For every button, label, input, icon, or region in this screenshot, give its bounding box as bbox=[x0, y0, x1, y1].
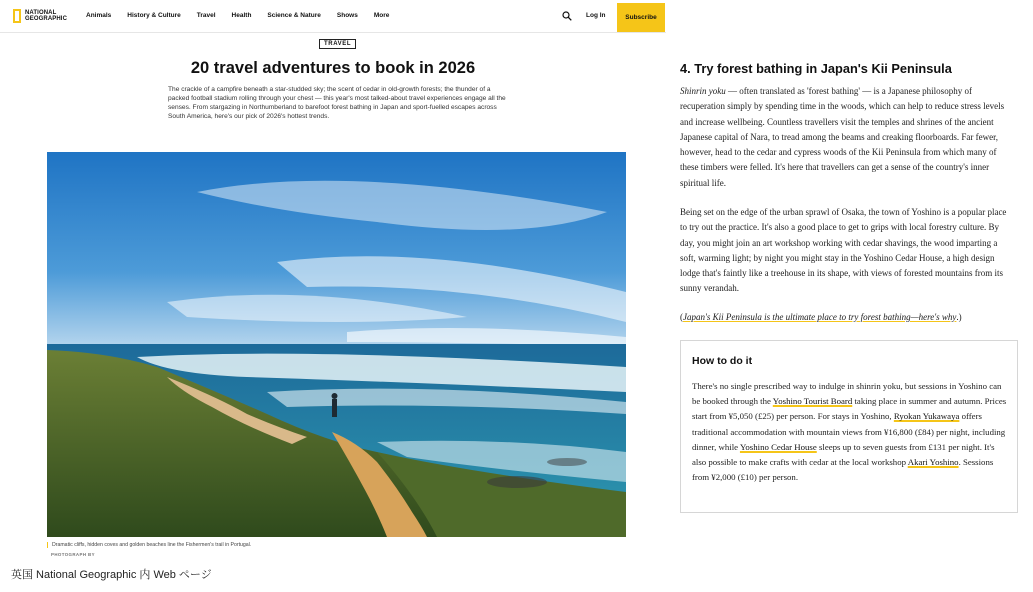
how-to-text-3: offers traditional accommodation with mountain views from ¥16,800 (£84) per night, including dinner, while bbox=[692, 411, 1006, 452]
akari-yoshino-link[interactable]: Akari Yoshino bbox=[907, 457, 959, 468]
login-link[interactable]: Log In bbox=[586, 12, 606, 19]
logo-line-2: GEOGRAPHIC bbox=[25, 16, 68, 22]
section-paragraph-2: Being set on the edge of the urban sprawl of Osaka, the town of Yoshino is a popular place to try out the practice. It's also a good place to get to grips with local forestry culture. By day, you might join an art workshop working with cedar shavings, the wood imparting a soft, warming light; by night you might stay in the Yoshino Cedar House, a high design lodge that's faintly like a treehouse in its shape, with views of forested mountains from its sunny verandah. bbox=[680, 207, 1007, 294]
nav-link-science-nature[interactable]: Science & Nature bbox=[267, 12, 321, 19]
yellow-border-logo-icon bbox=[13, 9, 21, 23]
nav-link-travel[interactable]: Travel bbox=[196, 12, 216, 19]
paragraph-1-text: — often translated as 'forest bathing' — is a Japanese philosophy of recuperation simply by spending time in the woods, which can help to reduce stress levels and increase wellbeing. Countless travellers visit the temples and shrines of the ancient Japanese capital of Nara, to tread among the beams and creaking floorboards. Far fewer, however, head to the cedar and cypress woods of the Kii Peninsula from which many of these timbers were felled. It's here that travellers can get a sense of the country's inner spiritual life. bbox=[680, 86, 1005, 188]
yoshino-cedar-house-link[interactable]: Yoshino Cedar House bbox=[739, 441, 817, 452]
section-paragraph-1 bbox=[680, 84, 1013, 191]
subscribe-button[interactable]: Subscribe bbox=[617, 3, 665, 32]
nav-link-animals[interactable]: Animals bbox=[86, 12, 112, 19]
natgeo-logo[interactable] bbox=[13, 9, 67, 23]
section-excerpt bbox=[666, 0, 1033, 560]
photo-credit: PHOTOGRAPH BY bbox=[51, 552, 95, 557]
how-to-text-2: taking place in summer and autumn. Prices start from ¥5,050 (£25) per person. For stays in Yoshino, bbox=[692, 396, 1007, 422]
article-headline: 20 travel adventures to book in 2026 bbox=[190, 59, 476, 77]
ryokan-yukawaya-link[interactable]: Ryokan Yukawaya bbox=[893, 411, 960, 422]
how-to-text-5: . Sessions from ¥2,000 (£10) per person. bbox=[692, 457, 994, 483]
photo-caption: Dramatic cliffs, hidden coves and golden beaches line the Fishermen's trail in Portugal. bbox=[47, 542, 251, 548]
hero-photo-coastline bbox=[47, 152, 626, 537]
shinrin-yoku-term: Shinrin yoku bbox=[680, 86, 726, 96]
paren-close: .) bbox=[956, 312, 962, 322]
nav-link-more[interactable]: More bbox=[373, 12, 390, 19]
paren-open: ( bbox=[680, 312, 683, 322]
section-title: 4. Try forest bathing in Japan's Kii Peninsula bbox=[680, 61, 952, 76]
top-navigation bbox=[0, 0, 666, 33]
search-icon[interactable] bbox=[562, 11, 572, 21]
how-to-do-it-box bbox=[680, 340, 1018, 513]
how-to-text bbox=[692, 379, 1010, 485]
related-article-line bbox=[680, 310, 1013, 325]
how-to-text-4: sleeps up to seven guests from £131 per night. It's also possible to make crafts with cedar at the local workshop bbox=[692, 441, 995, 468]
nav-link-history-culture[interactable]: History & Culture bbox=[127, 12, 181, 19]
how-to-text-1: There's no single prescribed way to indulge in shinrin yoku, but sessions in Yoshino can be booked through the bbox=[692, 381, 1002, 407]
how-to-title: How to do it bbox=[692, 355, 753, 367]
nav-links bbox=[86, 12, 405, 19]
logo-line-1: NATIONAL bbox=[25, 9, 57, 16]
yoshino-tourist-board-link[interactable]: Yoshino Tourist Board bbox=[772, 396, 853, 407]
category-tag[interactable]: TRAVEL bbox=[319, 39, 356, 49]
nav-link-shows[interactable]: Shows bbox=[336, 12, 358, 19]
related-article-link[interactable]: Japan's Kii Peninsula is the ultimate place to try forest bathing—here's why bbox=[683, 312, 957, 322]
nav-link-health[interactable]: Health bbox=[231, 12, 252, 19]
logo-wordmark bbox=[25, 10, 67, 23]
article-dek: The crackle of a campfire beneath a star-studded sky; the scent of cedar in old-growth forests; the thunder of a packed football stadium rolling through your chest — this year's most talked-about travel experiences engage all the senses. From stargazing in Northumberland to barefoot forest bathing in Japan and sport-fuelled escapes across South America, here's our pick of 2026's hottest trends. bbox=[168, 86, 506, 120]
screenshot-caption: 英国 National Geographic 内 Web ページ bbox=[11, 569, 212, 581]
